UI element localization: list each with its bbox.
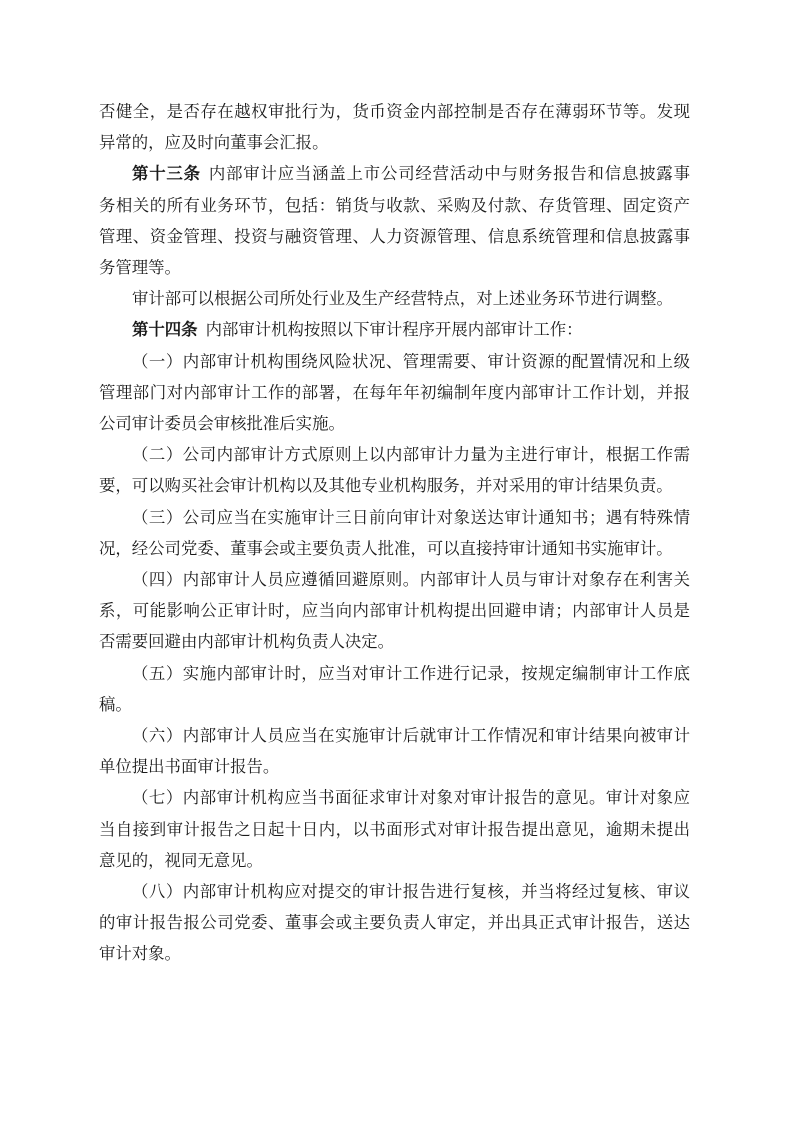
text-line: 管理、资金管理、投资与融资管理、人力资源管理、信息系统管理和信息披露事 <box>99 226 690 246</box>
paragraph <box>99 314 690 345</box>
text-line: （一）内部审计机构围绕风险状况、管理需要、审计资源的配置情况和上级 <box>132 351 690 371</box>
text-line: 当自接到审计报告之日起十日内，以书面形式对审计报告提出意见，逾期未提出 <box>99 819 690 839</box>
text-line: 否健全，是否存在越权审批行为，货币资金内部控制是否存在薄弱环节等。发现 <box>99 102 690 121</box>
article-number: 第十三条 <box>132 164 201 184</box>
text-line: 单位提出书面审计报告。 <box>99 757 280 777</box>
text-line: 异常的，应及时向董事会汇报。 <box>99 133 329 153</box>
text-line: （四）内部审计人员应遵循回避原则。内部审计人员与审计对象存在利害关 <box>132 570 690 590</box>
text-line: 的审计报告报公司党委、董事会或主要负责人审定，并出具正式审计报告，送达 <box>99 913 690 933</box>
document-text-block <box>99 96 690 970</box>
text-line: 审计部可以根据公司所处行业及生产经营特点，对上述业务环节进行调整。 <box>132 289 673 309</box>
text-line: 况，经公司党委、董事会或主要负责人批准，可以直接持审计通知书实施审计。 <box>99 538 673 558</box>
text-line: （七）内部审计机构应当书面征求审计对象对审计报告的意见。审计对象应 <box>132 788 690 808</box>
text-line: （八）内部审计机构应对提交的审计报告进行复核，并当将经过复核、审议 <box>132 882 690 902</box>
paragraph <box>99 782 690 876</box>
text-line: 要，可以购买社会审计机构以及其他专业机构服务，并对采用的审计结果负责。 <box>99 476 673 496</box>
text-line: 公司审计委员会审核批准后实施。 <box>99 414 345 434</box>
paragraph <box>99 720 690 782</box>
text-line: 第十三条 内部审计应当涵盖上市公司经营活动中与财务报告和信息披露事 <box>132 164 691 184</box>
text-line: 否需要回避由内部审计机构负责人决定。 <box>99 632 395 652</box>
paragraph <box>99 439 690 501</box>
text-line: 第十四条 内部审计机构按照以下审计程序开展内部审计工作： <box>132 320 583 340</box>
paragraph <box>99 96 690 158</box>
text-line: （二）公司内部审计方式原则上以内部审计力量为主进行审计，根据工作需 <box>132 445 690 465</box>
text-line: 审计对象。 <box>99 944 181 964</box>
paragraph <box>99 564 690 658</box>
paragraph <box>99 876 690 970</box>
text-line: （六）内部审计人员应当在实施审计后就审计工作情况和审计结果向被审计 <box>132 726 690 746</box>
text-line: 意见的，视同无意见。 <box>99 850 263 870</box>
paragraph <box>99 283 690 314</box>
text-line: 系，可能影响公正审计时，应当向内部审计机构提出回避申请；内部审计人员是 <box>99 601 690 621</box>
paragraph <box>99 346 690 440</box>
text-line: 稿。 <box>99 694 132 714</box>
paragraph <box>99 502 690 564</box>
paragraph <box>99 158 690 283</box>
text-line: （三）公司应当在实施审计三日前向审计对象送达审计通知书；遇有特殊情 <box>132 507 690 527</box>
article-number: 第十四条 <box>132 320 198 340</box>
text-line: 务管理等。 <box>99 258 181 278</box>
text-line: 务相关的所有业务环节，包括：销货与收款、采购及付款、存货管理、固定资产 <box>99 195 690 215</box>
text-line: （五）实施内部审计时，应当对审计工作进行记录，按规定编制审计工作底 <box>132 663 690 683</box>
text-line: 管理部门对内部审计工作的部署，在每年年初编制年度内部审计工作计划，并报 <box>99 382 690 402</box>
paragraph <box>99 658 690 720</box>
